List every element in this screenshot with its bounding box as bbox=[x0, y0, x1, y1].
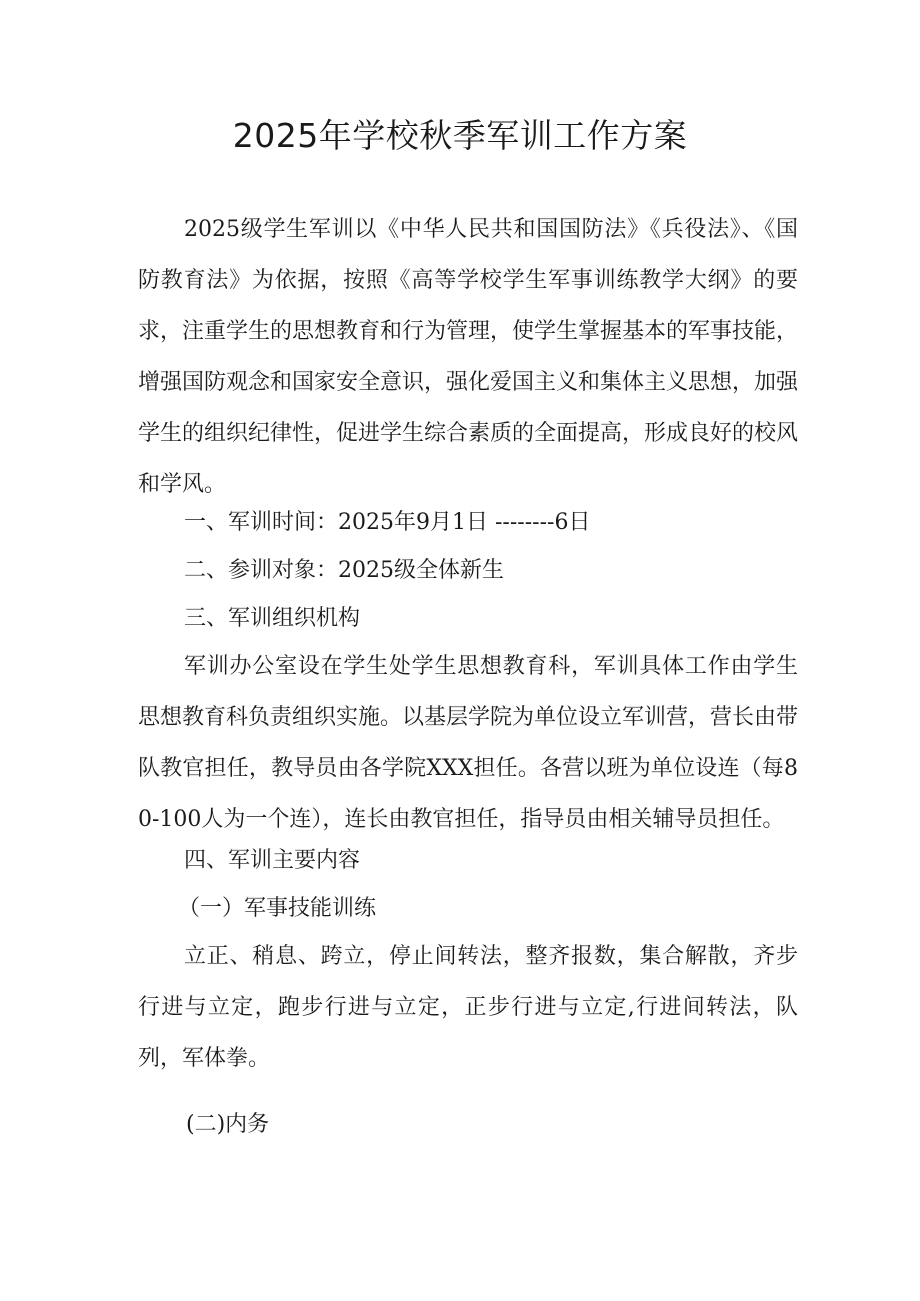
organization-paragraph: 军训办公室设在学生处学生思想教育科，军训具体工作由学生思想教育科负责组织实施。以基层学院为单位设立军训营，营长由带队教官担任，教导员由各学院XXX担任。各营以班为单位设连（每80-100人为一个连），连长由教官担任，指导员由相关辅导员担任。 bbox=[138, 654, 799, 832]
intro-paragraph: 2025级学生军训以《中华人民共和国国防法》《兵役法》、《国防教育法》为依据，按照《高等学校学生军事训练教学大纲》的要求，注重学生的思想教育和行为管理，使学生掌握基本的军事技能，增强国防观念和国家安全意识，强化爱国主义和集体主义思想，加强学生的组织纪律性，促进学生综合素质的全面提高，形成良好的校风和学风。 bbox=[138, 217, 799, 497]
section-organization-heading: 三、军训组织机构 bbox=[184, 606, 361, 631]
section-time-heading: 一、军训时间：2025年9月1日 --------6日 bbox=[184, 510, 591, 535]
military-skills-paragraph: 立正、稍息、跨立，停止间转法，整齐报数，集合解散，齐步行进与立定，跑步行进与立定，正步行进与立定,行进间转法，队列，军体拳。 bbox=[138, 944, 798, 1071]
document-title: 2025年学校秋季军训工作方案 bbox=[232, 116, 688, 155]
section-participants-heading: 二、参训对象：2025级全体新生 bbox=[184, 558, 504, 583]
subsection-military-skills-heading: （一）军事技能训练 bbox=[178, 896, 377, 921]
section-content-heading: 四、军训主要内容 bbox=[184, 848, 361, 873]
subsection-housekeeping-heading: (二)内务 bbox=[186, 1112, 270, 1137]
